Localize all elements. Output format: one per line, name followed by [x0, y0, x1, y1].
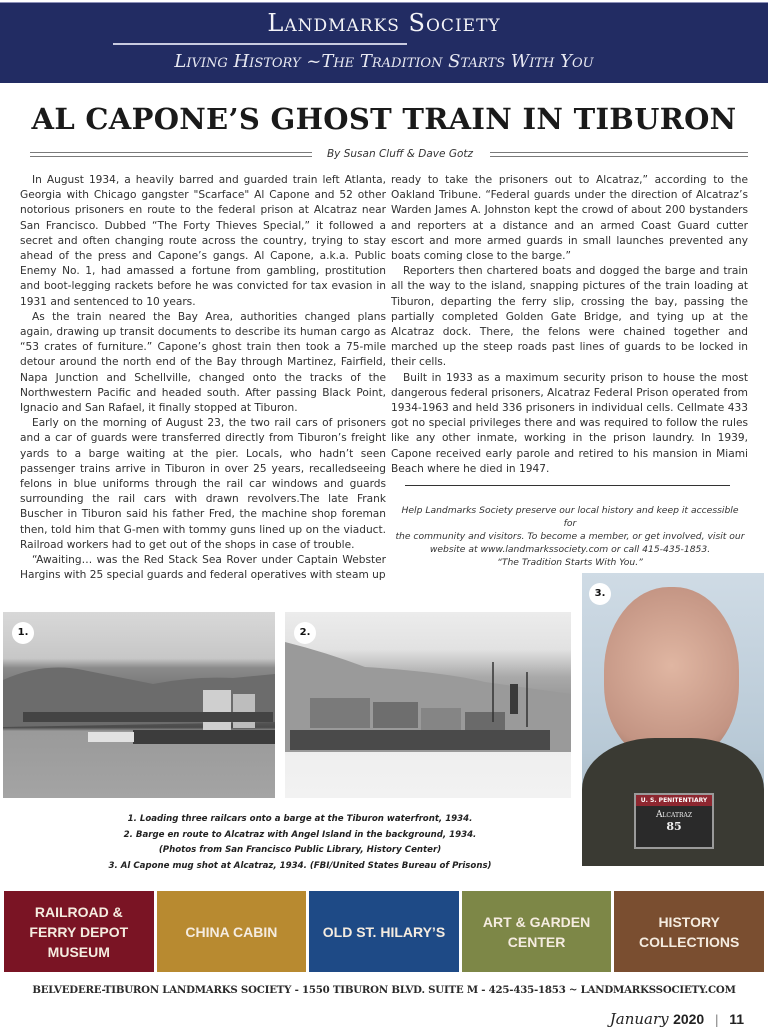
masthead-subtitle: Living History ~The Tradition Starts With You [174, 51, 594, 72]
nameplate-header: U. S. PENITENTIARY [636, 795, 712, 806]
page-number: 11 [729, 1011, 744, 1027]
portrait-face [604, 587, 739, 762]
nameplate-location: Alcatraz [655, 810, 693, 820]
paragraph: Early on the morning of August 23, the two rail cars of prisoners and a car of guards were transferred directly from Tiburon’s freight yards to a barge waiting at the pier. Locals, who hadn’t seen passenger trains arrive in Tiburon in over 25 years, recalledseeing felons in blue uniforms through the rail car windows and guards surrounding the rail cars with drawn revolvers.The late Frank Buscher in Tiburon said his father Fred, the machine shop foreman then, told him that G-men with tommy guns lined up on the viaduct. Railroad workers had to get out of the shops in case of trouble. [20, 417, 386, 551]
folio-year: 2020 [673, 1011, 705, 1027]
footer-address: BELVEDERE-TIBURON LANDMARKS SOCIETY - 1550 TIBURON BLVD. SUITE M - 425-435-1853 ~ LANDMARKSSOCIETY.COM [32, 984, 736, 996]
masthead-divider [113, 43, 407, 45]
byline-row [20, 148, 748, 162]
photo-captions [90, 812, 510, 874]
paragraph: In August 1934, a heavily barred and guarded train left Atlanta, Georgia with Chicago gangster "Scarface" Al Capone and 52 other notorious prisoners en route to the federal prison at Alcatraz near San Francisco. Dubbed “The Forty Thieves Special,” it followed a secret and often changing route across the country, trying to stay ahead of the press and Capone’s gangs. Al Capone, a.k.a. Public Enemy No. 1, had amassed a fortune from gambling, prostitution and boot-legging rackets before he was convicted for tax evasion in 1931 and sentenced to 10 years. [20, 174, 386, 308]
tile-old-st-hilarys[interactable]: OLD ST. HILARY’S [309, 891, 459, 972]
photo-barge [285, 612, 571, 798]
promo-line: website at www.landmarkssociety.com or call 415-435-1853. [429, 544, 711, 555]
folio-month: January [609, 1010, 669, 1028]
promo-line: the community and visitors. To become a member, or get involved, visit our [395, 531, 745, 542]
paragraph: As the train neared the Bay Area, authorities changed plans again, drawing up transit documents to describe its human cargo as “53 crates of furniture.” Capone’s ghost train then took a 75-mile detour around the north end of the Bay through Martinez, Fairfield, Napa Junction and Schellville, changed onto the tracks of the Northwestern Pacific and headed south. After passing Black Point, Ignacio and San Rafael, it finally stopped at Tiburon. [20, 310, 386, 415]
paragraph: ready to take the prisoners out to Alcatraz,” according to the Oakland Tribune. “Federal guards under the direction of Alcatraz’s Warden James A. Johnston kept the crowd of about 200 bystanders and reporters at a distance and an armed Coast Guard cutter escort and more armed guards in small launches prevented any boats coming close to the barge.” [391, 174, 748, 263]
paragraph: “Awaiting… was the Red Stack Sea Rover under Captain Webster Hargins with 25 special guards and federal operatives with steam up [20, 554, 386, 582]
article-column-left [20, 173, 386, 583]
photo-tiburon-waterfront [3, 612, 275, 798]
masthead-title: Landmarks Society [267, 9, 501, 37]
photo-badge-3: 3. [589, 583, 611, 605]
masthead [0, 2, 768, 83]
photo-badge-1: 1. [12, 622, 34, 644]
barge-scene [285, 612, 571, 798]
landmark-tiles [4, 891, 764, 972]
page-folio [610, 1010, 744, 1028]
caption-line: (Photos from San Francisco Public Library, History Center) [158, 845, 442, 855]
caption-line: 2. Barge en route to Alcatraz with Angel Island in the background, 1934. [123, 829, 477, 840]
promo-line: “The Tradition Starts With You.” [497, 557, 643, 568]
tile-history-collections[interactable]: HISTORY COLLECTIONS [614, 891, 764, 972]
photo-badge-2: 2. [294, 622, 316, 644]
tile-railroad-ferry-depot[interactable]: RAILROAD & FERRY DEPOT MUSEUM [4, 891, 154, 972]
byline-text: By Susan Cluff & Dave Gotz [321, 148, 479, 160]
caption-line: 3. Al Capone mug shot at Alcatraz, 1934. (FBI/United States Bureau of Prisons) [108, 860, 492, 871]
paragraph: Built in 1933 as a maximum security prison to house the most dangerous federal prisoners, Alcatraz Federal Prison operated from 1934-1963 and held 336 prisoners in individual cells. Cellmate 433 got no special privileges there and was required to follow the rules like any other inmate, working in the prison laundry. In 1939, Capone received early parole and retired to his mansion in Miami Beach where he died in 1947. [391, 371, 748, 475]
tile-art-garden-center[interactable]: ART & GARDEN CENTER [462, 891, 612, 972]
byline [20, 148, 768, 160]
promo-line: Help Landmarks Society preserve our local history and keep it accessible for [401, 505, 739, 529]
promo-box [395, 504, 745, 569]
tile-china-cabin[interactable]: CHINA CABIN [157, 891, 307, 972]
article-headline: AL CAPONE’S GHOST TRAIN IN TIBURON [31, 102, 737, 136]
promo-divider [405, 485, 730, 486]
prison-nameplate [634, 793, 714, 849]
article-column-right [391, 173, 748, 477]
folio-separator: | [714, 1013, 719, 1027]
waterfront-scene [3, 612, 275, 798]
paragraph: Reporters then chartered boats and dogged the barge and train all the way to the island, snapping pictures of the train loading at Tiburon, departing the ferry slip, crossing the bay, passing the partially completed Golden Gate Bridge, and tying up at the Alcatraz dock. There, the felons were chained together and marched up the steep roads past lines of guards to be locked in their cells. [391, 265, 748, 369]
nameplate-number: 85 [666, 820, 682, 833]
photo-capone-mugshot [582, 573, 764, 866]
caption-line: 1. Loading three railcars onto a barge at the Tiburon waterfront, 1934. [127, 814, 473, 824]
